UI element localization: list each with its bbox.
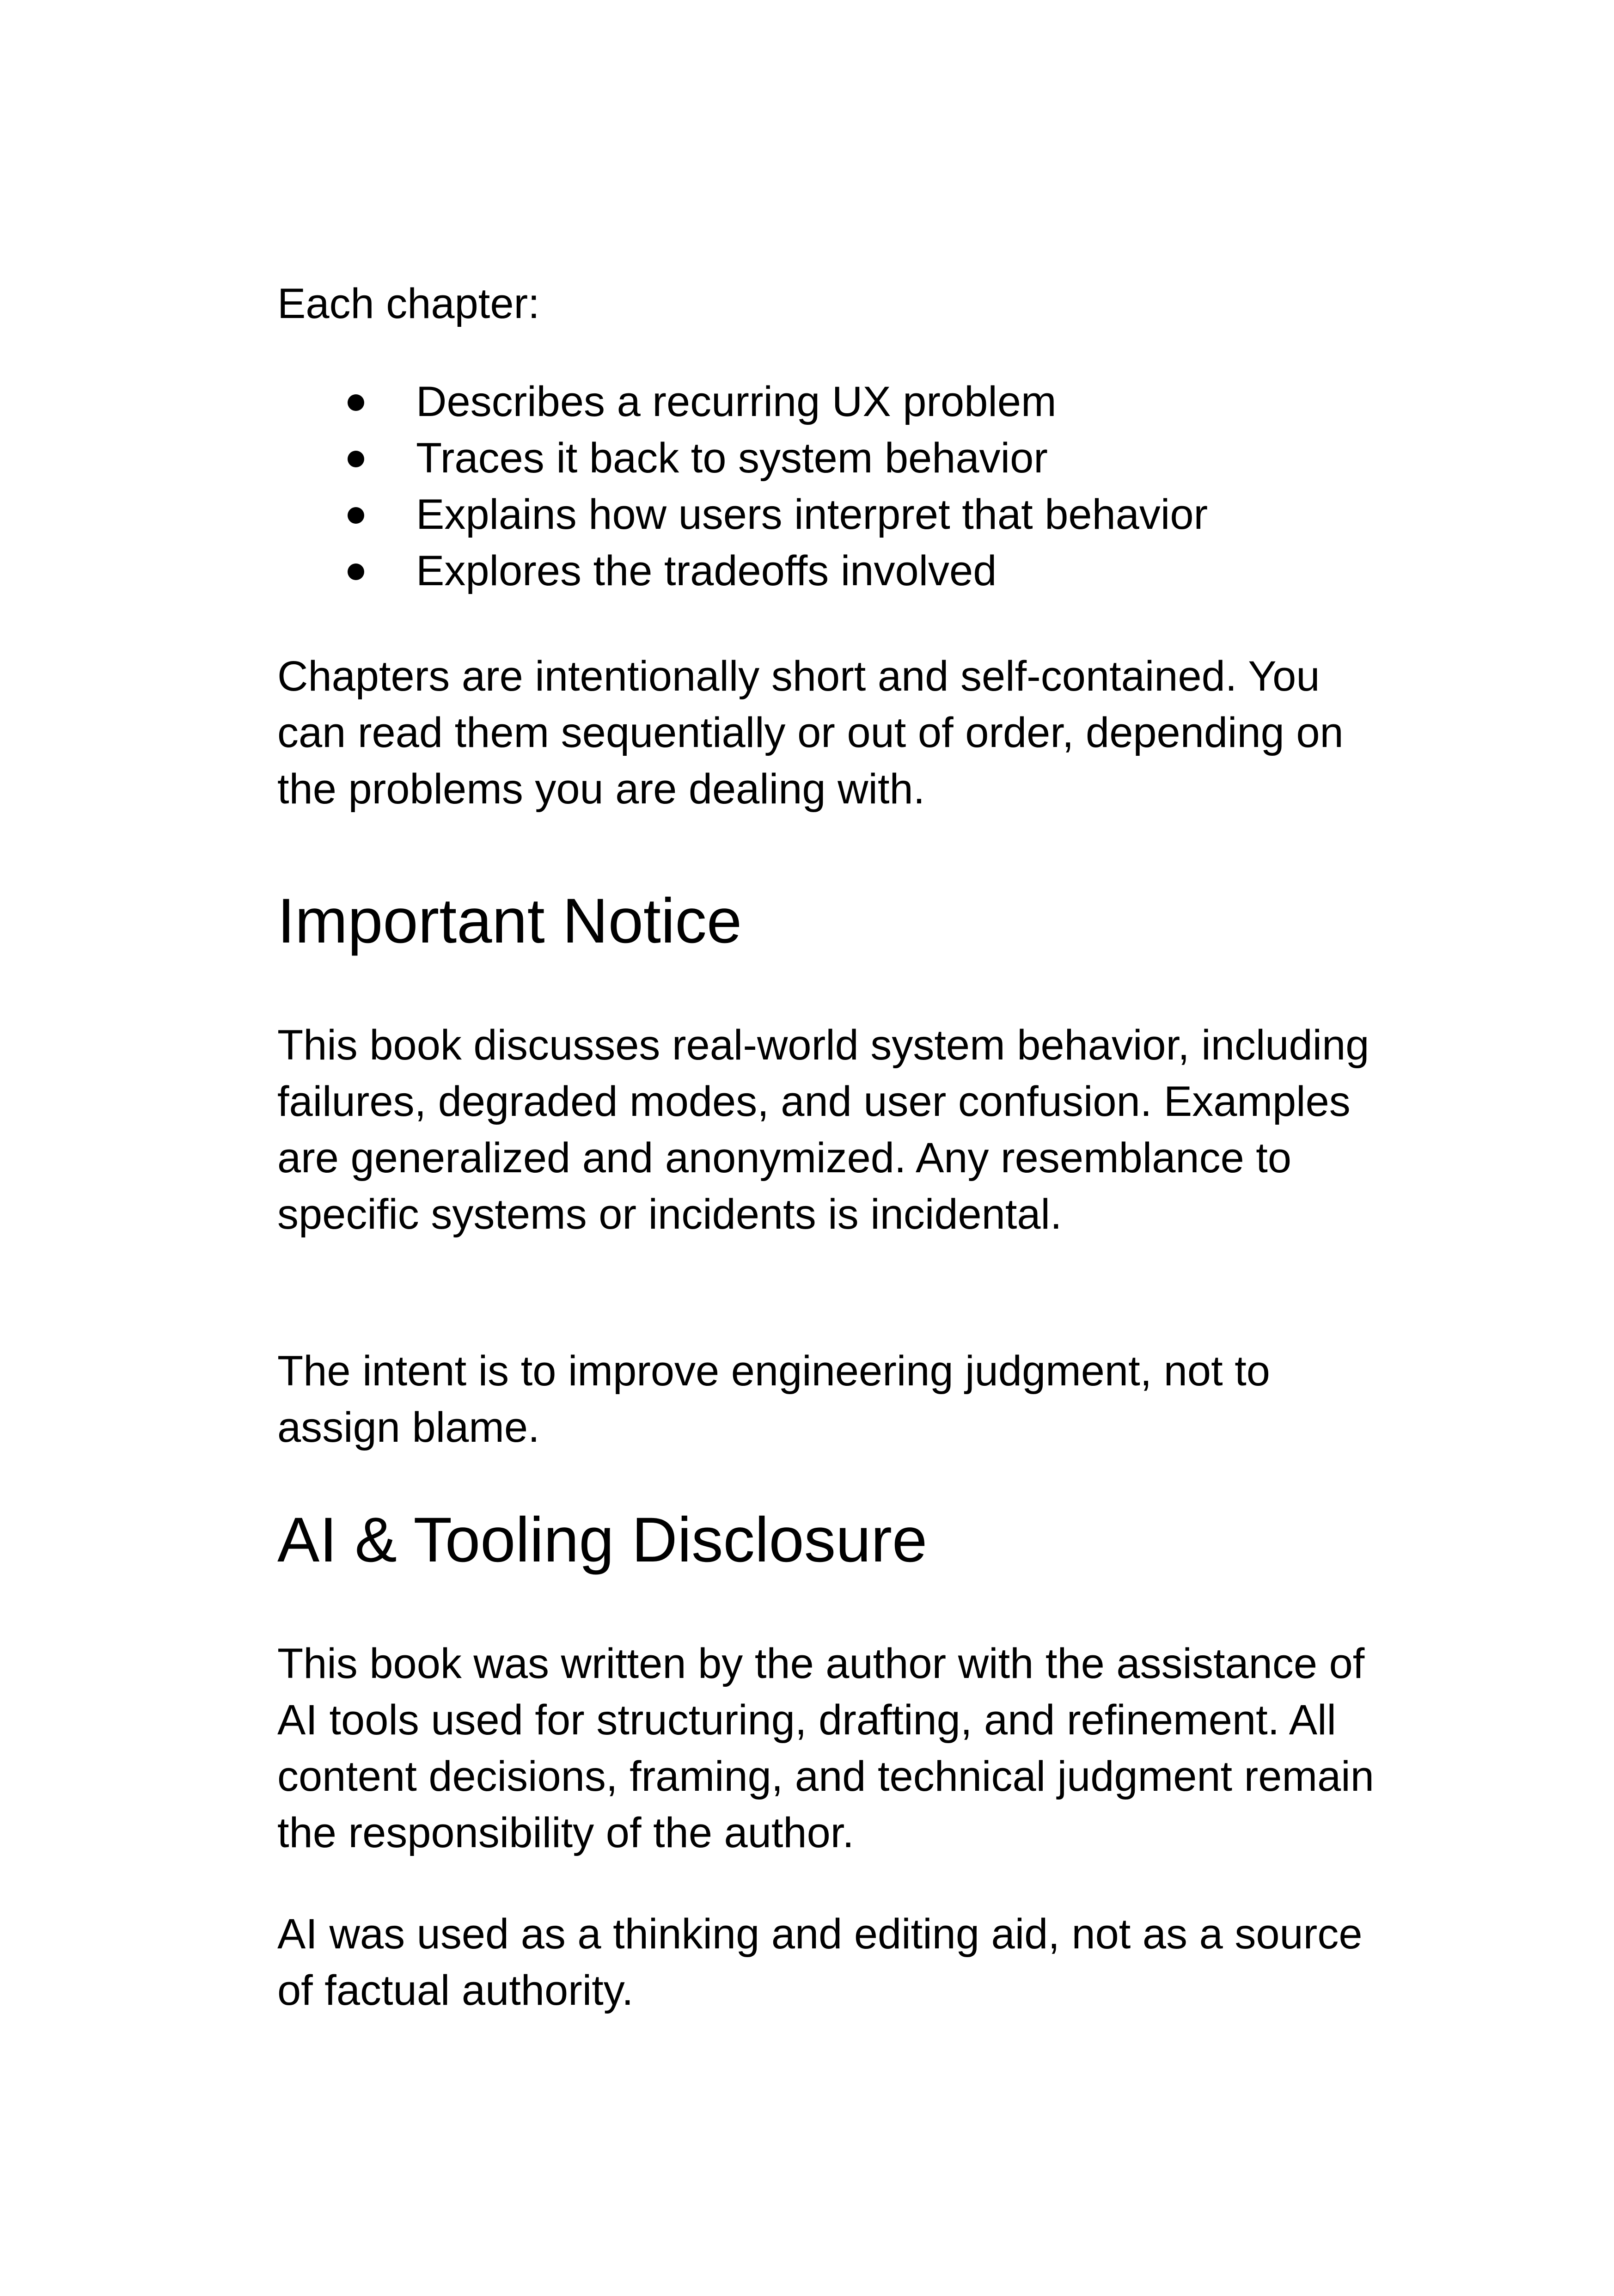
ai-paragraph-1: This book was written by the author with the assistance of AI tools used for structuring, drafting, and refinement. All content decisions, framing, and technical judgment remain the responsibility of the author.	[277, 1640, 1374, 1856]
section-heading-important-notice: Important Notice	[277, 886, 742, 956]
intro-lead: Each chapter:	[277, 280, 540, 327]
list-item-text: Explores the tradeoffs involved	[416, 547, 997, 594]
bullet-icon	[348, 563, 364, 580]
notice-paragraph-1: This book discusses real-world system behavior, including failures, degraded modes, and user confusion. Examples are generalized and anonymized. Any resemblance to specific systems or incidents is incidental.	[277, 1022, 1369, 1238]
list-item	[277, 373, 1377, 430]
bullet-icon	[348, 507, 364, 524]
notice-paragraph-2: The intent is to improve engineering judgment, not to assign blame.	[277, 1347, 1270, 1451]
list-item-text: Describes a recurring UX problem	[416, 378, 1057, 425]
bullet-icon	[348, 394, 364, 411]
intro-paragraph: Chapters are intentionally short and self-contained. You can read them sequentially or out of order, depending on the problems you are dealing with.	[277, 653, 1344, 813]
chapter-bullet-list	[277, 373, 1377, 599]
bullet-icon	[348, 451, 364, 467]
list-item	[277, 430, 1377, 486]
list-item	[277, 543, 1377, 599]
list-item-text: Explains how users interpret that behavior	[416, 491, 1208, 538]
section-heading-ai-disclosure: AI & Tooling Disclosure	[277, 1505, 928, 1575]
ai-paragraph-2: AI was used as a thinking and editing aid, not as a source of factual authority.	[277, 1910, 1363, 2014]
list-item-text: Traces it back to system behavior	[416, 435, 1048, 482]
list-item	[277, 486, 1377, 543]
